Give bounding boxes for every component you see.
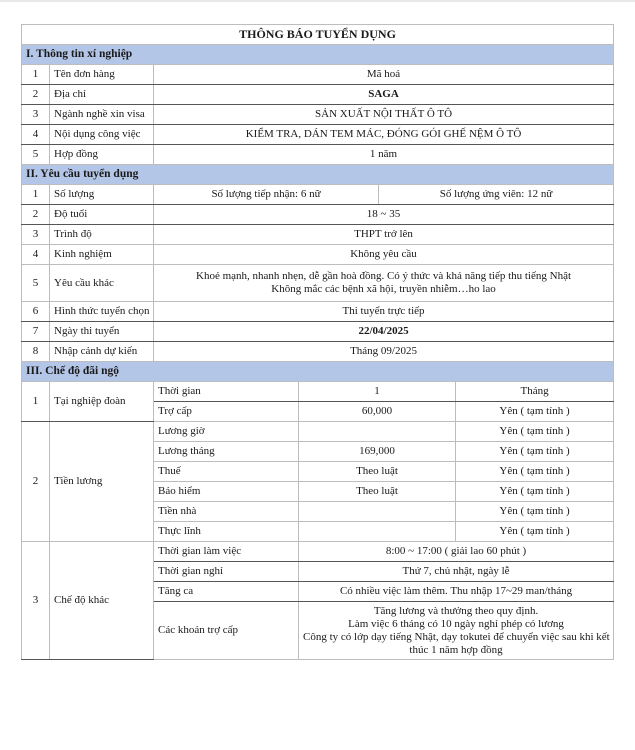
allowance-line: Tăng lương và thưởng theo quy định. — [373, 604, 539, 617]
row-label: Độ tuổi — [50, 205, 154, 225]
allowance-value — [299, 602, 614, 660]
benefit-item: Trợ cấp — [154, 402, 299, 422]
salary-unit: Yên ( tạm tính ) — [456, 502, 614, 522]
table-row — [22, 322, 614, 342]
row-label: Hình thức tuyển chọn — [50, 302, 154, 322]
salary-value — [299, 422, 456, 442]
expected-entry-value: Tháng 09/2025 — [154, 342, 614, 362]
row-label: Yêu cầu khác — [50, 265, 154, 302]
row-number: 5 — [22, 265, 50, 302]
row-label: Nội dụng công việc — [50, 125, 154, 145]
table-row — [22, 125, 614, 145]
row-number: 1 — [22, 382, 50, 422]
row-number: 3 — [22, 105, 50, 125]
visa-occupation-value: SẢN XUẤT NỘI THẤT Ô TÔ — [154, 105, 614, 125]
salary-unit: Yên ( tạm tính ) — [456, 462, 614, 482]
salary-item: Tiền nhà — [154, 502, 299, 522]
benefit-value: 60,000 — [299, 402, 456, 422]
benefit-item: Thời gian — [154, 382, 299, 402]
row-number: 3 — [22, 542, 50, 660]
salary-item: Bảo hiểm — [154, 482, 299, 502]
section-heading-requirements: II. Yêu cầu tuyển dụng — [22, 165, 614, 185]
education-value: THPT trở lên — [154, 225, 614, 245]
contract-value: 1 năm — [154, 145, 614, 165]
salary-unit: Yên ( tạm tính ) — [456, 482, 614, 502]
other-benefit-value: Có nhiều việc làm thêm. Thu nhập 17~29 man/tháng — [299, 582, 614, 602]
salary-value — [299, 522, 456, 542]
page-title: THÔNG BÁO TUYỂN DỤNG — [22, 25, 614, 45]
job-content-value: KIỂM TRA, DÁN TEM MÁC, ĐÓNG GÓI GHẾ NỆM Ô TÔ — [154, 125, 614, 145]
table-row — [22, 265, 614, 302]
accepted-count-value: Số lượng tiếp nhận: 6 nữ — [154, 185, 379, 205]
table-row — [22, 185, 614, 205]
other-benefit-item: Thời gian làm việc — [154, 542, 299, 562]
table-row — [22, 105, 614, 125]
row-label: Ngày thi tuyển — [50, 322, 154, 342]
table-row — [22, 85, 614, 105]
other-requirements-line: Khoẻ mạnh, nhanh nhẹn, dễ gần hoà đồng. Có ý thức và khả năng tiếp thu tiếng Nhật — [196, 270, 572, 282]
exam-date-value: 22/04/2025 — [154, 322, 614, 342]
row-label: Chế độ khác — [50, 542, 154, 660]
recruitment-notice-table — [21, 24, 614, 660]
row-number: 2 — [22, 205, 50, 225]
age-value: 18 ~ 35 — [154, 205, 614, 225]
salary-unit: Yên ( tạm tính ) — [456, 422, 614, 442]
table-row — [22, 302, 614, 322]
row-label: Nhập cảnh dự kiến — [50, 342, 154, 362]
row-label: Tên đơn hàng — [50, 65, 154, 85]
salary-value — [299, 502, 456, 522]
other-requirements-value — [154, 265, 614, 302]
row-number: 6 — [22, 302, 50, 322]
salary-item: Thực lĩnh — [154, 522, 299, 542]
table-row — [22, 225, 614, 245]
row-number: 8 — [22, 342, 50, 362]
candidate-count-value: Số lượng ứng viên: 12 nữ — [379, 185, 614, 205]
salary-value: Theo luật — [299, 462, 456, 482]
salary-item: Lương giờ — [154, 422, 299, 442]
other-benefit-item: Thời gian nghỉ — [154, 562, 299, 582]
benefit-value: 1 — [299, 382, 456, 402]
table-row — [22, 382, 614, 402]
other-requirements-line: Không mắc các bệnh xã hội, truyền nhiễm…ho lao — [271, 283, 496, 295]
allowance-line: Công ty có lớp dạy tiếng Nhật, dạy tokutei để chuyển việc sau khi kết — [303, 630, 610, 643]
section-heading-benefits: III. Chế độ đãi ngộ — [22, 362, 614, 382]
row-label: Hợp đồng — [50, 145, 154, 165]
selection-method-value: Thi tuyển trực tiếp — [154, 302, 614, 322]
row-number: 2 — [22, 422, 50, 542]
salary-value: Theo luật — [299, 482, 456, 502]
salary-unit: Yên ( tạm tính ) — [456, 442, 614, 462]
table-row — [22, 145, 614, 165]
row-number: 7 — [22, 322, 50, 342]
salary-value: 169,000 — [299, 442, 456, 462]
top-divider — [0, 0, 635, 2]
other-benefit-item: Tăng ca — [154, 582, 299, 602]
salary-item: Lương tháng — [154, 442, 299, 462]
allowance-line: Làm việc 6 tháng có 10 ngày nghỉ phép có lương — [348, 617, 564, 630]
table-row — [22, 422, 614, 442]
row-number: 4 — [22, 245, 50, 265]
table-row — [22, 245, 614, 265]
table-row — [22, 65, 614, 85]
row-label: Ngành nghề xin visa — [50, 105, 154, 125]
table-row — [22, 342, 614, 362]
allowance-line: thúc 1 năm hợp đồng — [409, 643, 503, 656]
other-benefit-value: 8:00 ~ 17:00 ( giải lao 60 phút ) — [299, 542, 614, 562]
order-name-value: Mã hoá — [154, 65, 614, 85]
benefit-unit: Tháng — [456, 382, 614, 402]
other-benefit-item: Các khoản trợ cấp — [154, 602, 299, 660]
row-label: Tại nghiệp đoàn — [50, 382, 154, 422]
row-label: Kinh nghiệm — [50, 245, 154, 265]
table-row — [22, 542, 614, 562]
row-number: 1 — [22, 185, 50, 205]
row-number: 2 — [22, 85, 50, 105]
row-number: 1 — [22, 65, 50, 85]
row-number: 3 — [22, 225, 50, 245]
other-benefit-value: Thứ 7, chủ nhật, ngày lễ — [299, 562, 614, 582]
row-label: Địa chỉ — [50, 85, 154, 105]
table-row — [22, 205, 614, 225]
experience-value: Không yêu cầu — [154, 245, 614, 265]
address-value: SAGA — [154, 85, 614, 105]
row-label: Trình độ — [50, 225, 154, 245]
benefit-unit: Yên ( tạm tính ) — [456, 402, 614, 422]
row-number: 4 — [22, 125, 50, 145]
salary-unit: Yên ( tạm tính ) — [456, 522, 614, 542]
row-label: Tiền lương — [50, 422, 154, 542]
row-number: 5 — [22, 145, 50, 165]
row-label: Số lượng — [50, 185, 154, 205]
salary-item: Thuế — [154, 462, 299, 482]
section-heading-company-info: I. Thông tin xí nghiệp — [22, 45, 614, 65]
